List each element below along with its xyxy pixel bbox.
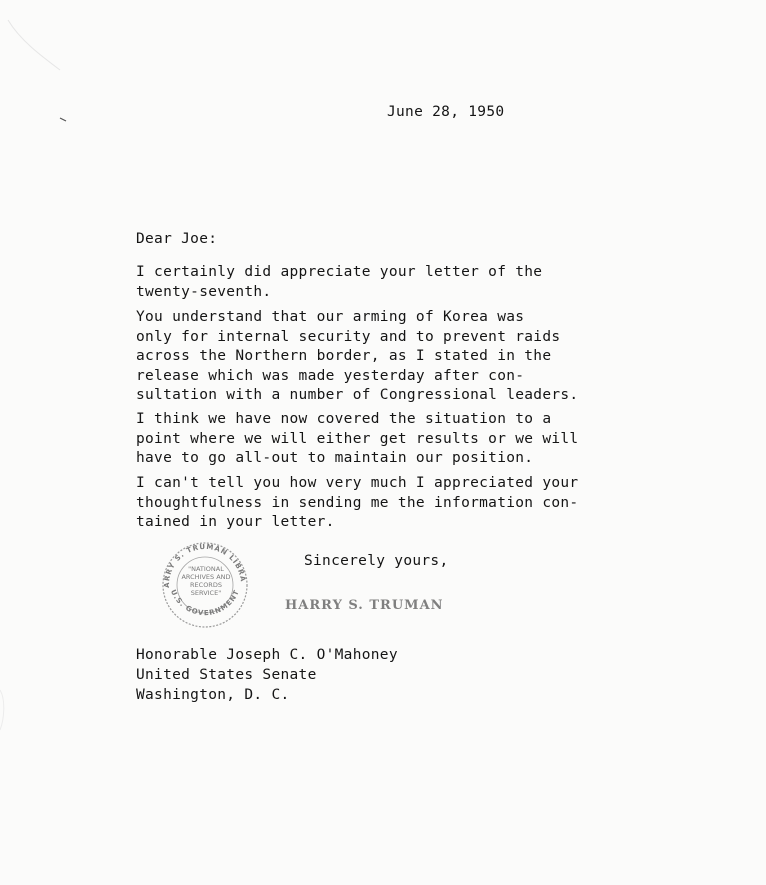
paragraph-line: twenty-seventh. [136,283,272,300]
letter-date: June 28, 1950 [387,104,505,120]
paragraph-4 [136,474,578,533]
stamp-ring-bottom-text: U.S. GOVERNMENT [168,588,242,618]
paragraph-line: I think we have now covered the situation to a [136,411,552,427]
address-line: United States Senate [136,667,317,683]
paragraph-line: You understand that our arming of Korea was [136,309,525,325]
stamp-center-line: RECORDS [190,581,222,589]
paragraph-line: point where we will either get results or we will [136,430,579,447]
paragraph-line: I certainly did appreciate your letter of the [136,264,543,280]
paragraph-line: across the Northern border, as I stated in the [136,348,552,364]
paragraph-2 [136,308,578,406]
recipient-address [136,645,398,705]
paragraph-line: thoughtfulness in sending me the information con- [136,494,579,511]
salutation: Dear Joe: [136,231,218,247]
signature-stamp: HARRY S. TRUMAN [285,598,444,613]
paragraph-1 [136,263,542,302]
archives-stamp [155,533,255,628]
address-line: Honorable Joseph C. O'Mahoney [136,647,398,663]
paragraph-line: tained in your letter. [136,514,335,530]
address-line: Washington, D. C. [136,687,290,703]
stamp-center-line: SERVICE" [190,589,222,597]
stamp-center-line: "NATIONAL [188,565,224,573]
paragraph-line: release which was made yesterday after con- [136,367,525,384]
stamp-ring-top-text: ARRY S. TRUMAN LIBRA [162,542,247,588]
stamp-center [179,565,233,597]
paragraph-line: have to go all-out to maintain our position. [136,450,534,466]
closing: Sincerely yours, [304,553,449,569]
stamp-center-line: ARCHIVES AND [181,573,231,581]
paragraph-line: sultation with a number of Congressional leaders. [136,387,579,403]
paragraph-line: only for internal security and to prevent raids [136,328,561,345]
paragraph-line: I can't tell you how very much I appreciated your [136,475,579,491]
paragraph-3 [136,410,578,469]
